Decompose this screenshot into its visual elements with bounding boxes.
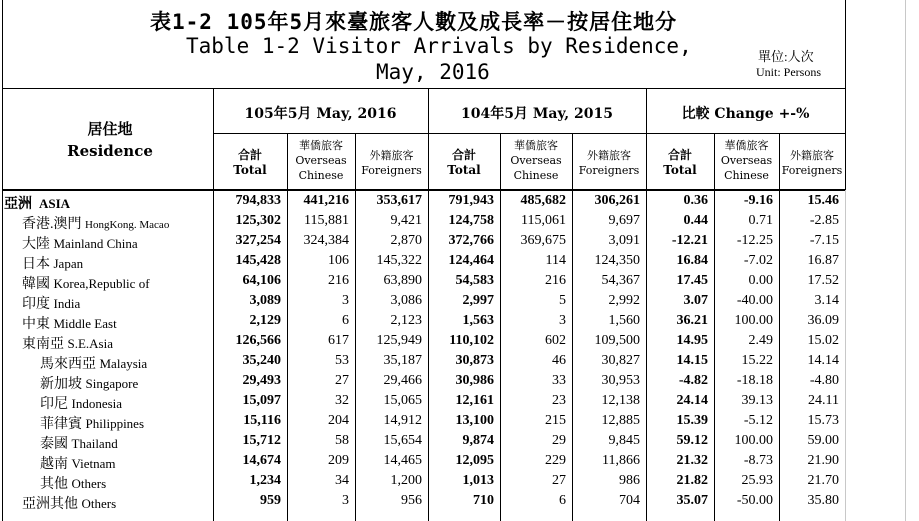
table-cell: 9,845: [608, 433, 640, 448]
table-cell: 100.00: [734, 433, 773, 448]
table-cell: 216: [545, 273, 566, 288]
row-label-zh: 韓國: [22, 277, 50, 292]
table-cell: 24.14: [676, 393, 708, 408]
table-cell: 39.13: [741, 393, 773, 408]
row-label-en: India: [53, 296, 81, 311]
row-label-zh: 中東: [22, 317, 50, 332]
table-cell: 1,560: [608, 313, 640, 328]
row-label: [22, 233, 138, 253]
row-label-en: Indonesia: [71, 396, 123, 411]
table-row: [0, 291, 845, 311]
table-cell: 14,912: [383, 413, 422, 428]
row-label-zh: 菲律賓: [40, 417, 82, 432]
table-row: [0, 411, 845, 431]
table-cell: 33: [552, 373, 566, 388]
table-row: [0, 191, 845, 211]
table-cell: 30,986: [455, 373, 494, 388]
table-cell: 34: [335, 473, 349, 488]
table-cell: 16.87: [807, 253, 839, 268]
table-cell: 100.00: [734, 313, 773, 328]
table-cell: 15.46: [807, 193, 839, 208]
table-row: [0, 251, 845, 271]
table-cell: 24.11: [808, 393, 839, 408]
table-cell: 2,123: [390, 313, 422, 328]
table-cell: 0.36: [683, 193, 708, 208]
table-cell: 9,421: [390, 213, 422, 228]
subheader-total: 合計 Total: [447, 148, 481, 177]
table-cell: 30,827: [601, 353, 640, 368]
row-label: [40, 433, 118, 453]
table-cell: 617: [328, 333, 349, 348]
table-cell: 372,766: [448, 233, 494, 248]
table-title-zh: 表1-2 105年5月來臺旅客人數及成長率－按居住地分: [150, 10, 678, 34]
row-label-zh: 日本: [22, 257, 50, 272]
row-label-en: Others: [81, 496, 117, 511]
table-cell: 125,949: [376, 333, 422, 348]
row-label-zh: 香港.澳門: [22, 217, 82, 232]
row-label-en: Thailand: [71, 436, 118, 451]
table-cell: 125,302: [235, 213, 281, 228]
table-cell: 35.07: [676, 493, 708, 508]
row-label: [40, 353, 147, 373]
table-cell: -18.18: [736, 373, 773, 388]
table-cell: 2,870: [390, 233, 422, 248]
table-row: [0, 471, 845, 491]
table-cell: 145,428: [235, 253, 281, 268]
table-cell: 15,116: [243, 413, 281, 428]
table-cell: 15,654: [383, 433, 422, 448]
table-cell: 17.45: [676, 273, 708, 288]
table-cell: 59.12: [676, 433, 708, 448]
table-cell: 204: [328, 413, 349, 428]
table-cell: 114: [545, 253, 566, 268]
row-label-zh: 其他: [40, 477, 68, 492]
table-cell: 54,583: [455, 273, 494, 288]
table-cell: -4.80: [809, 373, 839, 388]
table-cell: 145,322: [376, 253, 422, 268]
table-cell: 27: [335, 373, 349, 388]
residence-header-zh: 居住地: [87, 120, 133, 138]
row-label: [40, 413, 144, 433]
table-cell: 11,866: [602, 453, 640, 468]
table-cell: 15,065: [383, 393, 422, 408]
table-cell: 14,674: [242, 453, 281, 468]
row-label: [22, 273, 150, 293]
table-cell: 3.07: [683, 293, 708, 308]
row-label: [22, 253, 83, 273]
table-cell: 1,234: [249, 473, 281, 488]
table-cell: 485,682: [520, 193, 566, 208]
table-cell: 53: [335, 353, 349, 368]
table-cell: 959: [260, 493, 281, 508]
group-divider: [213, 133, 845, 134]
table-cell: 602: [545, 333, 566, 348]
table-cell: 3: [342, 293, 349, 308]
row-label: [22, 313, 117, 333]
row-label: [22, 293, 80, 313]
group-header-2015: 104年5月 May, 2015: [461, 106, 613, 122]
table-cell: -5.12: [743, 413, 773, 428]
table-cell: 1,013: [462, 473, 494, 488]
table-cell: 30,873: [455, 353, 494, 368]
row-label-zh: 大陸: [22, 237, 50, 252]
table-cell: -50.00: [736, 493, 773, 508]
table-row: [0, 491, 845, 511]
table-cell: 12,138: [601, 393, 640, 408]
row-label-zh: 泰國: [40, 437, 68, 452]
table-cell: 15.73: [807, 413, 839, 428]
table-cell: 369,675: [520, 233, 566, 248]
table-cell: 12,095: [455, 453, 494, 468]
row-label: [40, 453, 115, 473]
table-cell: 32: [335, 393, 349, 408]
row-label-en: Vietnam: [71, 456, 116, 471]
table-cell: 5: [559, 293, 566, 308]
subheader-foreigners: 外籍旅客 Foreigners: [578, 149, 640, 177]
table-cell: 46: [552, 353, 566, 368]
row-label-en: ASIA: [39, 196, 71, 211]
residence-header-en: Residence: [67, 142, 153, 160]
subheader-total: 合計 Total: [663, 148, 697, 177]
table-cell: 35,187: [383, 353, 422, 368]
table-cell: 6: [559, 493, 566, 508]
table-cell: 3.14: [814, 293, 839, 308]
row-label: [40, 473, 106, 493]
table-cell: 2.49: [748, 333, 773, 348]
table-cell: 794,833: [235, 193, 281, 208]
subheader-foreigners: 外籍旅客 Foreigners: [361, 149, 422, 177]
row-label: [22, 333, 113, 353]
table-cell: -7.15: [809, 233, 839, 248]
table-cell: 54,367: [601, 273, 640, 288]
table-cell: 29: [552, 433, 566, 448]
table-cell: 0.44: [683, 213, 708, 228]
table-cell: 9,874: [462, 433, 494, 448]
table-cell: 327,254: [235, 233, 281, 248]
table-cell: 30,953: [601, 373, 640, 388]
row-label-zh: 印尼: [40, 397, 68, 412]
row-label-zh: 東南亞: [22, 337, 64, 352]
table-cell: -9.16: [743, 193, 773, 208]
unit-label-en: Unit: Persons: [756, 65, 822, 79]
table-cell: 27: [552, 473, 566, 488]
table-cell: 9,697: [608, 213, 640, 228]
group-header-change: 比較 Change +-%: [681, 106, 810, 122]
table-cell: -4.82: [678, 373, 708, 388]
table-cell: 126,566: [235, 333, 281, 348]
table-cell: 58: [335, 433, 349, 448]
table-cell: 15.39: [676, 413, 708, 428]
table-cell: -2.85: [809, 213, 839, 228]
table-cell: 3,089: [249, 293, 281, 308]
table-row: [0, 351, 845, 371]
table-cell: 21.32: [676, 453, 708, 468]
table-row: [0, 391, 845, 411]
table-cell: 353,617: [376, 193, 422, 208]
table-cell: 14.95: [676, 333, 708, 348]
table-cell: 14.15: [676, 353, 708, 368]
table-cell: 14,465: [383, 453, 422, 468]
table-title-date: May, 2016: [376, 60, 490, 84]
table-row: [0, 451, 845, 471]
table-cell: 59.00: [807, 433, 839, 448]
unit-label-zh: 單位:人次: [758, 49, 814, 64]
table-cell: 229: [545, 453, 566, 468]
row-label: [4, 193, 70, 213]
subheader-total: 合計 Total: [233, 148, 267, 177]
table-cell: 35,240: [242, 353, 281, 368]
table-cell: 21.90: [807, 453, 839, 468]
table-cell: 35.80: [807, 493, 839, 508]
row-label-zh: 新加坡: [40, 377, 82, 392]
row-label-en: Korea,Republic of: [53, 276, 150, 291]
table-cell: 21.82: [676, 473, 708, 488]
row-label: [40, 393, 122, 413]
subheader-foreigners: 外籍旅客 Foreigners: [781, 149, 843, 177]
table-cell: 25.93: [741, 473, 773, 488]
subheader-overseas: 華僑旅客 Overseas Chinese: [295, 139, 347, 182]
row-label-en: Philippines: [85, 416, 145, 431]
table-cell: 209: [328, 453, 349, 468]
table-cell: 3,091: [608, 233, 640, 248]
border-right: [845, 0, 846, 190]
table-cell: 2,129: [249, 313, 281, 328]
row-label-en: HongKong. Macao: [85, 219, 170, 231]
table-cell: 12,161: [455, 393, 494, 408]
row-label-en: S.E.Asia: [67, 336, 113, 351]
gridline: [905, 0, 906, 521]
row-label: [22, 213, 169, 233]
table-cell: 306,261: [594, 193, 640, 208]
table-cell: -7.02: [743, 253, 773, 268]
table-cell: 64,106: [242, 273, 281, 288]
table-cell: -40.00: [736, 293, 773, 308]
table-cell: 12,885: [601, 413, 640, 428]
table-row: [0, 431, 845, 451]
table-cell: 29,466: [383, 373, 422, 388]
table-cell: 0.71: [748, 213, 773, 228]
table-cell: 13,100: [455, 413, 494, 428]
table-cell: 15.22: [741, 353, 773, 368]
table-cell: 110,102: [449, 333, 494, 348]
table-cell: 115,061: [521, 213, 566, 228]
table-cell: 109,500: [594, 333, 640, 348]
table-cell: 106: [328, 253, 349, 268]
table-cell: 124,758: [448, 213, 494, 228]
table-row: [0, 231, 845, 251]
subheader-overseas: 華僑旅客 Overseas Chinese: [510, 139, 562, 182]
table-cell: 15,712: [242, 433, 281, 448]
table-row: [0, 311, 845, 331]
group-header-2016: 105年5月 May, 2016: [244, 106, 397, 122]
row-label-zh: 印度: [22, 297, 50, 312]
table-cell: 324,384: [303, 233, 349, 248]
table-cell: 6: [342, 313, 349, 328]
table-row: [0, 371, 845, 391]
table-cell: 791,943: [448, 193, 494, 208]
table-cell: 23: [552, 393, 566, 408]
table-cell: -12.21: [671, 233, 708, 248]
table-cell: 21.70: [807, 473, 839, 488]
table-cell: 986: [619, 473, 640, 488]
title-divider: [2, 88, 845, 89]
table-cell: 216: [328, 273, 349, 288]
table-cell: 63,890: [383, 273, 422, 288]
row-label-en: Singapore: [85, 376, 139, 391]
table-cell: 2,992: [608, 293, 640, 308]
row-label-en: Middle East: [53, 316, 117, 331]
row-label: [22, 493, 116, 513]
table-cell: 2,997: [462, 293, 494, 308]
table-cell: 36.09: [807, 313, 839, 328]
table-cell: 3: [559, 313, 566, 328]
table-cell: 3,086: [390, 293, 422, 308]
table-cell: 124,350: [594, 253, 640, 268]
table-cell: 29,493: [242, 373, 281, 388]
table-cell: -8.73: [743, 453, 773, 468]
row-label: [40, 373, 138, 393]
table-cell: 17.52: [807, 273, 839, 288]
table-cell: 36.21: [676, 313, 708, 328]
table-cell: 0.00: [748, 273, 773, 288]
row-label-en: Malaysia: [99, 356, 148, 371]
table-cell: 15.02: [807, 333, 839, 348]
table-cell: 124,464: [448, 253, 494, 268]
row-label-zh: 亞洲: [4, 197, 32, 212]
row-label-zh: 越南: [40, 457, 68, 472]
row-label-en: Japan: [53, 256, 84, 271]
table-cell: -12.25: [736, 233, 773, 248]
row-label-en: Others: [71, 476, 107, 491]
table-title-en: Table 1-2 Visitor Arrivals by Residence,: [186, 34, 692, 58]
table-cell: 1,200: [390, 473, 422, 488]
table-cell: 115,881: [304, 213, 349, 228]
row-label-zh: 亞洲其他: [22, 497, 78, 512]
table-cell: 15,097: [242, 393, 281, 408]
table-cell: 14.14: [807, 353, 839, 368]
table-row: [0, 331, 845, 351]
table-cell: 16.84: [676, 253, 708, 268]
row-label-zh: 馬來西亞: [40, 357, 96, 372]
table-cell: 956: [401, 493, 422, 508]
table-cell: 215: [545, 413, 566, 428]
subheader-overseas: 華僑旅客 Overseas Chinese: [720, 139, 773, 182]
table-cell: 1,563: [462, 313, 494, 328]
table-row: [0, 271, 845, 291]
table-row: [0, 211, 845, 231]
table-cell: 3: [342, 493, 349, 508]
table-cell: 710: [473, 493, 494, 508]
table-cell: 441,216: [303, 193, 349, 208]
row-label-en: Mainland China: [53, 236, 138, 251]
table-cell: 704: [619, 493, 640, 508]
